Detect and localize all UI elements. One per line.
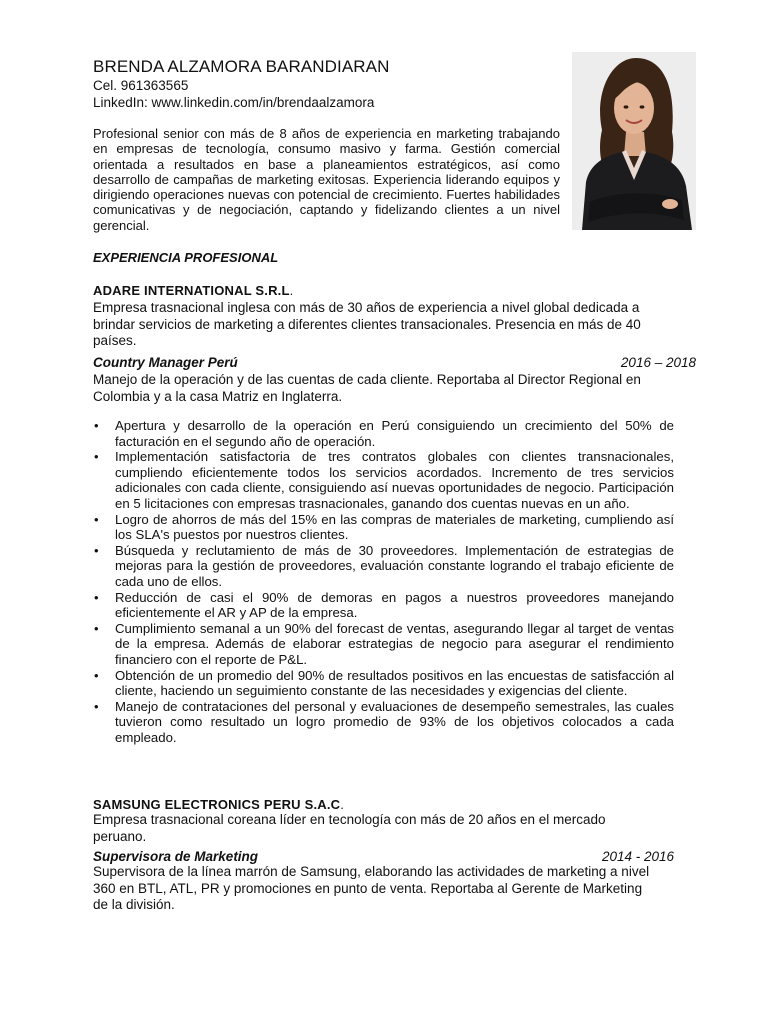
list-item: • Búsqueda y reclutamiento de más de 30 proveedores. Implementación de estrategias de mejoras para la gestión de proveedores, evaluación constante logrando el trabajo eficiente de cada uno de ellos. — [94, 542, 674, 589]
bullet-icon: • — [94, 542, 99, 558]
list-item: • Logro de ahorros de más del 15% en las compras de materiales de marketing, cumpliendo así los SLA's puestos por nuestros clientes. — [94, 511, 674, 543]
bullet-icon: • — [94, 511, 99, 527]
linkedin-url: LinkedIn: www.linkedin.com/in/brendaalzamora — [93, 95, 375, 110]
list-item: • Apertura y desarrollo de la operación en Perú consiguiendo un crecimiento del 50% de facturación en el segundo año de operación. — [94, 418, 674, 449]
bullet-icon: • — [94, 667, 99, 683]
role-description-supervisora: Supervisora de la línea marrón de Samsung, elaborando las actividades de marketing a nivel 360 en BTL, ATL, PR y promociones en punto de venta. Reportaba al Gerente de Marketing de la división. — [93, 864, 650, 912]
role-dates-country-manager: 2016 – 2018 — [620, 355, 696, 370]
role-dates-supervisora: 2014 - 2016 — [601, 849, 674, 864]
company-description-adare: Empresa trasnacional inglesa con más de 30 años de experiencia a nivel global dedicada a brindar servicios de marketing a diferentes clientes transacionales. Presencia en más de 40 países. — [93, 300, 641, 348]
company-name-samsung: SAMSUNG ELECTRONICS PERU S.A.C. — [93, 797, 345, 812]
list-item: • Cumplimiento semanal a un 90% del forecast de ventas, asegurando llegar al target de ventas de la empresa. Además de elaborar estrategias de negocio para asegurar el rendimiento financiero con el reporte de P&L. — [94, 620, 674, 667]
bullet-icon: • — [94, 418, 99, 433]
profile-photo — [572, 52, 696, 230]
list-item: • Obtención de un promedio del 90% de resultados positivos en las encuestas de satisfacción al cliente, haciendo un seguimiento constante de las necesidades y exigencias del cliente. — [94, 667, 674, 699]
bullet-icon: • — [94, 589, 99, 605]
candidate-name: BRENDA ALZAMORA BARANDIARAN — [93, 57, 390, 76]
role-title-country-manager: Country Manager Perú — [93, 355, 238, 370]
company-description-samsung: Empresa trasnacional coreana líder en tecnología con más de 20 años en el mercado peruano. — [93, 812, 606, 844]
role-title-supervisora: Supervisora de Marketing — [93, 849, 259, 864]
bullet-icon: • — [94, 698, 99, 714]
company-name-adare: ADARE INTERNATIONAL S.R.L. — [93, 283, 294, 298]
phone-number: Cel. 961363565 — [93, 78, 189, 93]
bullet-icon: • — [94, 620, 99, 636]
role-description-country-manager: Manejo de la operación y de las cuentas de cada cliente. Reportaba al Director Regional en Colombia y a la casa Matriz en Inglaterra. — [93, 372, 641, 404]
professional-summary: Profesional senior con más de 8 años de experiencia en marketing trabajando en empresas de tecnología, consumo masivo y farma. Gestión comercial orientada a resultados en base a planeamientos estratégicos, así como desarrollo de campañas de marketing exitosas. Experiencia liderando equipos y dirigiendo operaciones nuevas con potencial de crecimiento. Fuertes habilidades comunicativas y de negociación, captando y fidelizando clientes a un nivel gerencial. — [93, 126, 560, 233]
list-item: • Manejo de contrataciones del personal y evaluaciones de desempeño semestrales, las cuales tuvieron como resultado un logro promedio de 93% de los objetivos colocados a cada empleado. — [94, 698, 674, 745]
bullet-icon: • — [94, 449, 99, 465]
achievements-list — [93, 418, 674, 745]
section-title-experience: EXPERIENCIA PROFESIONAL — [93, 250, 279, 265]
list-item: • Reducción de casi el 90% de demoras en pagos a nuestros proveedores manejando eficientemente el AR y AP de la empresa. — [94, 589, 674, 621]
list-item: • Implementación satisfactoria de tres contratos globales con clientes transnacionales, cumpliendo eficientemente todos los servicios acordados. Incremento de tres servicios adicionales con cada cliente, consiguiendo así nuevas oportunidades de negocio. Participación en 5 licitaciones con empresas trasnacionales, ganando dos cuentas nuevas en un año. — [94, 449, 674, 511]
